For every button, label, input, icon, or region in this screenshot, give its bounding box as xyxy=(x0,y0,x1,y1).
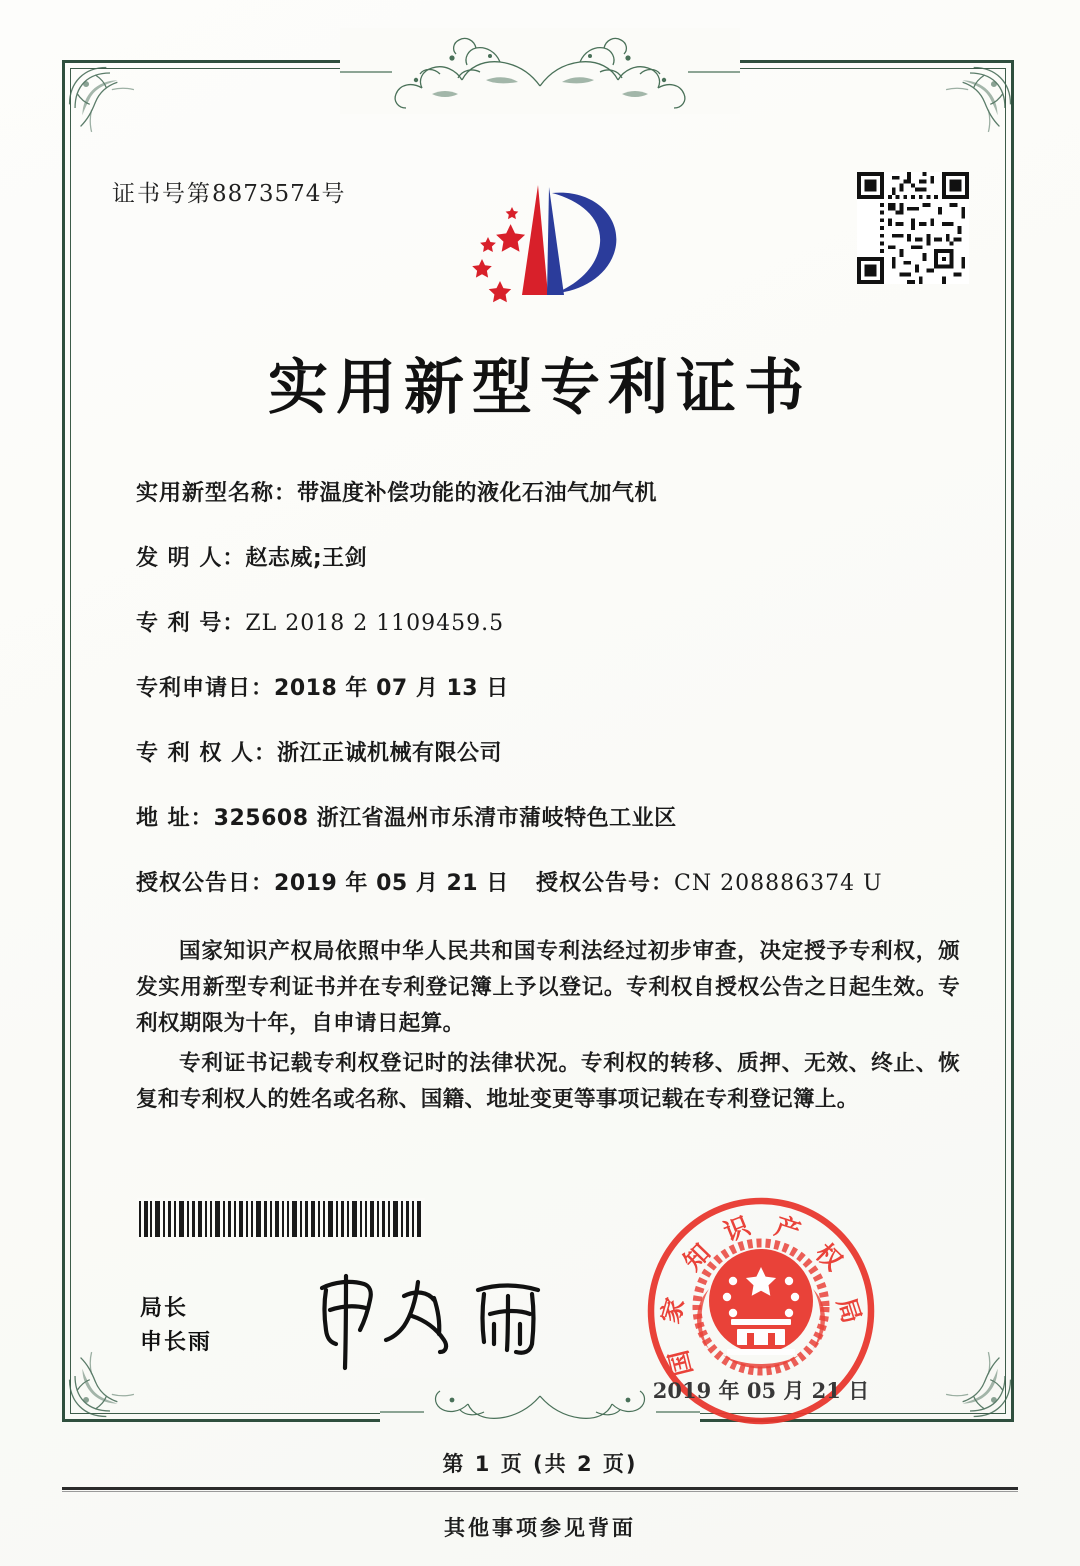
svg-text:识: 识 xyxy=(719,1210,754,1248)
page-indicator: 第 1 页 (共 2 页) xyxy=(442,1452,638,1476)
svg-text:局: 局 xyxy=(831,1293,867,1327)
certificate-number-label: 证书号第 xyxy=(112,181,212,207)
address-label: 地 址： xyxy=(136,806,214,831)
qr-code-icon xyxy=(857,172,969,284)
application-date-value: 2018 年 07 月 13 日 xyxy=(274,676,509,701)
grant-date-value: 2019 年 05 月 21 日 xyxy=(274,871,509,896)
field-row-application-date xyxy=(136,671,956,736)
corner-flourish-icon xyxy=(924,1330,1016,1422)
inventor-label: 发 明 人： xyxy=(136,546,246,571)
field-row-inventor xyxy=(136,541,956,606)
certificate-number xyxy=(112,175,346,208)
footer-divider xyxy=(62,1487,1018,1490)
certificate-number-value: 8873574 xyxy=(212,181,322,207)
corner-flourish-icon xyxy=(924,62,1016,154)
corner-flourish-icon xyxy=(64,62,156,154)
legal-body-text xyxy=(136,934,960,1122)
patentee-value: 浙江正诚机械有限公司 xyxy=(276,741,502,766)
name-label: 实用新型名称： xyxy=(136,481,298,506)
field-row-patent-number xyxy=(136,606,956,671)
director-label: 局长 xyxy=(140,1296,189,1321)
grant-number-value: CN 208886374 U xyxy=(674,871,883,896)
application-date-label: 专利申请日： xyxy=(136,676,275,701)
svg-text:知: 知 xyxy=(677,1238,717,1277)
field-row-patentee xyxy=(136,736,956,801)
footer-note: 其他事项参见背面 xyxy=(444,1516,636,1540)
patent-number-label: 专 利 号： xyxy=(136,611,246,636)
field-row-name xyxy=(136,476,956,541)
official-seal xyxy=(627,1193,895,1438)
director-name: 申长雨 xyxy=(140,1330,213,1355)
cnipa-logo-icon xyxy=(452,163,642,328)
barcode-icon xyxy=(137,1198,425,1240)
patent-fields xyxy=(136,476,956,931)
grant-number-label: 授权公告号： xyxy=(536,871,675,896)
name-value: 带温度补偿功能的液化石油气加气机 xyxy=(297,481,658,506)
field-row-grant xyxy=(136,866,956,931)
patent-number-value: ZL 2018 2 1109459.5 xyxy=(245,611,505,636)
svg-text:产: 产 xyxy=(771,1211,805,1247)
address-value: 325608 浙江省温州市乐清市蒲岐特色工业区 xyxy=(213,806,677,831)
svg-text:家: 家 xyxy=(655,1294,691,1327)
certificate-number-suffix: 号 xyxy=(321,181,347,207)
svg-text:国: 国 xyxy=(663,1347,698,1379)
page-title: 实用新型专利证书 xyxy=(268,353,812,423)
patentee-label: 专 利 权 人： xyxy=(136,741,277,766)
legal-paragraph-1: 国家知识产权局依照中华人民共和国专利法经过初步审查，决定授予专利权，颁发实用新型专利证书并在专利登记簿上予以登记。专利权自授权公告之日起生效。专利权期限为十年，自申请日起算。 xyxy=(136,939,960,1036)
grant-number-group xyxy=(536,866,883,897)
grant-date-label: 授权公告日： xyxy=(136,871,275,896)
director-block xyxy=(140,1292,212,1360)
seal-date: 2019 年 05 月 21 日 xyxy=(652,1378,870,1403)
top-ornament-icon xyxy=(340,28,740,114)
handwritten-signature-icon xyxy=(300,1268,570,1376)
legal-paragraph-2: 专利证书记载专利权登记时的法律状况。专利权的转移、质押、无效、终止、恢复和专利权人的姓名或名称、国籍、地址变更等事项记载在专利登记簿上。 xyxy=(136,1051,960,1112)
field-row-address xyxy=(136,801,956,866)
svg-text:权: 权 xyxy=(809,1237,848,1277)
inventor-value: 赵志威;王剑 xyxy=(245,546,368,571)
